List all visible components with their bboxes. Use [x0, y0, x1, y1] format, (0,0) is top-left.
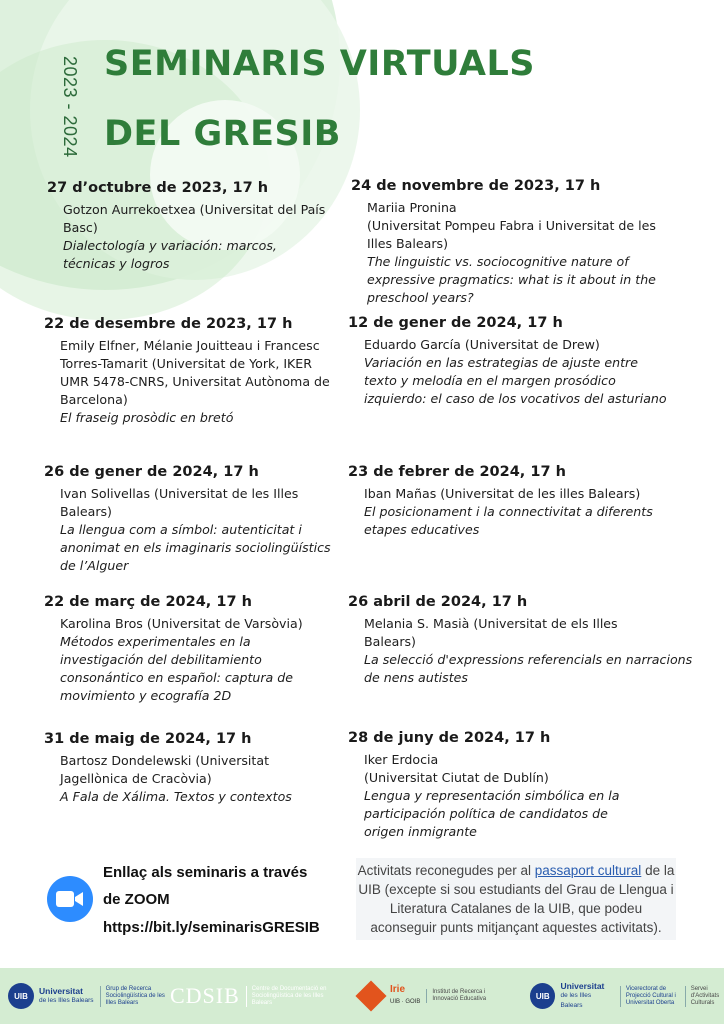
event-date: 27 d’octubre de 2023, 17 h	[47, 180, 269, 196]
event-title: Lengua y representación simbólica en la participación política de candidatos de origen inmigrante	[364, 788, 620, 839]
event-speaker: Iban Mañas (Universitat de les illes Balears)	[364, 486, 641, 501]
seminar-event	[348, 464, 673, 539]
credit-suffix: de la UIB (excepte si sou estudiants del Grau de Llengua i Literatura Catalanes de la UIB, que podeu aconseguir punts mitjançant aquestes activitats).	[358, 863, 675, 935]
vice-label: Vicerectorat de Projecció Cultural i Universitat Oberta	[620, 986, 679, 1007]
serv-label: Servei d'Activitats Culturals	[685, 986, 724, 1007]
zoom-link-label: Enllaç als seminaris a través	[103, 864, 308, 881]
event-title: La llengua com a símbol: autenticitat i anonimat en els imaginaris sociolingüístics de l’Alguer	[60, 522, 331, 573]
cultural-passport-note	[356, 858, 676, 940]
event-speaker: Emily Elfner, Mélanie Jouitteau i Francesc Torres-Tamarit (Universitat de York, IKER UMR 5478-CNRS, Universitat Autònoma de Barcelona)	[60, 338, 330, 407]
passaport-cultural-link[interactable]: passaport cultural	[534, 863, 642, 878]
event-title: Métodos experimentales en la investigación del debilitamiento consonántico en español: captura de movimiento y ecografía 2D	[60, 634, 294, 703]
event-speaker: Melania S. Masià (Universitat de els Illes Balears)	[364, 616, 618, 649]
seminar-event	[348, 730, 648, 841]
event-date: 26 de gener de 2024, 17 h	[44, 464, 259, 480]
seminar-event	[348, 594, 708, 687]
seminar-event	[44, 731, 332, 806]
event-speaker: Mariia Pronina (Universitat Pompeu Fabra i Universitat de les Illes Balears)	[367, 200, 656, 251]
uib-vice-logo	[530, 976, 724, 1016]
event-date: 28 de juny de 2024, 17 h	[348, 730, 551, 746]
event-title: Variación en las estrategias de ajuste entre texto y melodía en el margen prosódico izquierdo: el caso de los vocativos del asturiano	[364, 355, 667, 406]
event-title: El fraseig prosòdic en bretó	[60, 410, 234, 425]
event-speaker: Bartosz Dondelewski (Universitat Jagellònica de Cracòvia)	[60, 753, 270, 786]
video-camera-icon[interactable]	[47, 876, 93, 922]
seminar-event	[44, 316, 332, 427]
seminar-event	[44, 594, 332, 705]
event-speaker: Ivan Solivellas (Universitat de les Illes Balears)	[60, 486, 299, 519]
event-speaker: Iker Erdocia (Universitat Ciutat de Dublín)	[364, 752, 549, 785]
cdsib-label: Centre de Documentació en Sociolingüística de les Illes Balears	[246, 986, 332, 1007]
event-title: El posicionament i la connectivitat a diferents etapes educatives	[364, 504, 653, 537]
uib-sub: de les Illes Balears	[560, 992, 592, 1009]
event-title: A Fala de Xálima. Textos y contextos	[60, 789, 292, 804]
uib-logo	[8, 976, 176, 1016]
event-title: The linguistic vs. sociocognitive nature of expressive pragmatics: what is it about in the preschool years?	[367, 254, 656, 305]
irie-label: Institut de Recerca i Innovació Educativa	[426, 989, 498, 1003]
event-title: Dialectología y variación: marcos, técnicas y logros	[63, 238, 277, 271]
event-date: 31 de maig de 2024, 17 h	[44, 731, 252, 747]
irie-name: Irie	[390, 984, 406, 995]
page-title-line2: DEL GRESIB	[104, 114, 341, 154]
uib-name: Universitat	[39, 986, 83, 996]
irie-sub: UIB · GOIB	[390, 999, 421, 1005]
uib-name: Universitat	[560, 981, 605, 991]
seminar-event	[351, 178, 671, 307]
event-date: 24 de novembre de 2023, 17 h	[351, 178, 601, 194]
event-date: 26 abril de 2024, 17 h	[348, 594, 528, 610]
uib-seal-icon: UIB	[530, 983, 555, 1009]
event-speaker: Gotzon Aurrekoetxea (Universitat del País Basc)	[63, 202, 326, 235]
uib-sub: de les Illes Balears	[39, 997, 94, 1004]
cdsib-logo	[170, 976, 332, 1016]
seminar-event	[47, 180, 332, 273]
event-speaker: Eduardo García (Universitat de Drew)	[364, 337, 600, 352]
year-range: 2023 - 2024	[60, 56, 80, 158]
event-date: 22 de març de 2024, 17 h	[44, 594, 252, 610]
zoom-link-label: de ZOOM	[103, 891, 170, 908]
uib-seal-icon: UIB	[8, 983, 34, 1009]
irie-diamond-icon	[355, 980, 386, 1011]
cdsib-mark: CDSIB	[170, 983, 240, 1008]
event-date: 22 de desembre de 2023, 17 h	[44, 316, 293, 332]
page-title-line1: SEMINARIS VIRTUALS	[104, 44, 536, 84]
event-date: 23 de febrer de 2024, 17 h	[348, 464, 566, 480]
zoom-url-link[interactable]: https://bit.ly/seminarisGRESIB	[103, 919, 320, 936]
seminar-event	[348, 315, 673, 408]
irie-logo	[360, 976, 498, 1016]
seminar-event	[44, 464, 332, 575]
event-date: 12 de gener de 2024, 17 h	[348, 315, 563, 331]
gresib-label: Grup de Recerca Sociolingüística de les Illes Balears	[100, 986, 176, 1007]
credit-prefix: Activitats reconegudes per al	[357, 863, 535, 878]
event-speaker: Karolina Bros (Universitat de Varsòvia)	[60, 616, 303, 631]
event-title: La selecció d'expressions referencials en narracions de nens autistes	[364, 652, 693, 685]
